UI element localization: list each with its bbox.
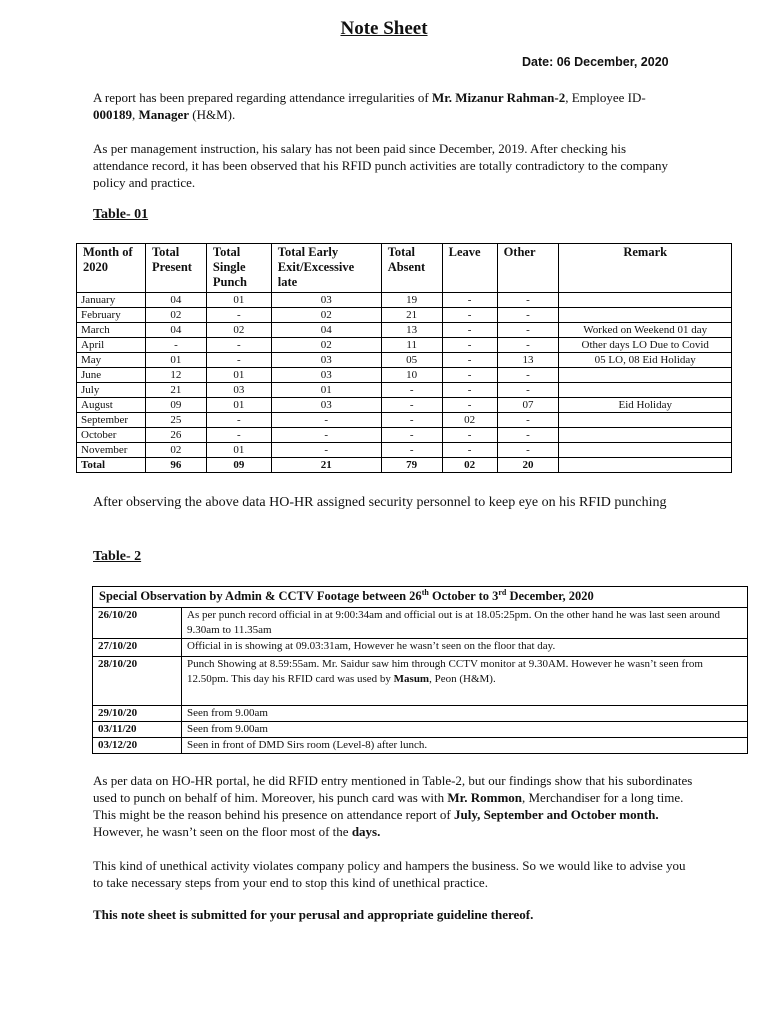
value-cell: - bbox=[206, 428, 271, 443]
value-cell: 12 bbox=[145, 368, 206, 383]
month-cell: July bbox=[77, 383, 146, 398]
table-row bbox=[77, 368, 732, 383]
value-cell: 01 bbox=[145, 353, 206, 368]
value-cell: 01 bbox=[206, 398, 271, 413]
value-cell: - bbox=[442, 398, 497, 413]
month-cell: Total bbox=[77, 458, 146, 473]
value-cell: 07 bbox=[497, 398, 559, 413]
remark-cell: Other days LO Due to Covid bbox=[559, 338, 732, 353]
value-cell: - bbox=[497, 308, 559, 323]
month-cell: January bbox=[77, 293, 146, 308]
value-cell: 25 bbox=[145, 413, 206, 428]
table-row bbox=[93, 706, 748, 722]
value-cell: - bbox=[497, 428, 559, 443]
value-cell: - bbox=[442, 323, 497, 338]
value-cell: - bbox=[497, 368, 559, 383]
value-cell: 05 bbox=[381, 353, 442, 368]
value-cell: 04 bbox=[271, 323, 381, 338]
remark-cell bbox=[559, 428, 732, 443]
value-cell: 02 bbox=[145, 443, 206, 458]
table2-label: Table- 2 bbox=[93, 549, 142, 564]
value-cell: - bbox=[145, 338, 206, 353]
value-cell: 02 bbox=[271, 338, 381, 353]
value-cell: 09 bbox=[206, 458, 271, 473]
value-cell: 20 bbox=[497, 458, 559, 473]
remark-cell bbox=[559, 293, 732, 308]
total-row bbox=[77, 458, 732, 473]
value-cell: 79 bbox=[381, 458, 442, 473]
value-cell: - bbox=[381, 443, 442, 458]
submission-note: This note sheet is submitted for your perusal and appropriate guideline thereof. bbox=[93, 907, 534, 922]
value-cell: 03 bbox=[271, 368, 381, 383]
value-cell: 96 bbox=[145, 458, 206, 473]
holder-name: Mr. Rommon bbox=[447, 790, 522, 805]
month-cell: October bbox=[77, 428, 146, 443]
header-absent: Total Absent bbox=[381, 244, 442, 293]
employee-role: Manager bbox=[138, 107, 190, 122]
table-row bbox=[93, 722, 748, 738]
value-cell: 02 bbox=[206, 323, 271, 338]
value-cell: - bbox=[442, 293, 497, 308]
value-cell: - bbox=[206, 338, 271, 353]
value-cell: - bbox=[271, 428, 381, 443]
value-cell: 19 bbox=[381, 293, 442, 308]
remark-cell: Worked on Weekend 01 day bbox=[559, 323, 732, 338]
month-cell: March bbox=[77, 323, 146, 338]
value-cell: - bbox=[442, 368, 497, 383]
table-row bbox=[77, 353, 732, 368]
month-cell: February bbox=[77, 308, 146, 323]
table-row bbox=[77, 413, 732, 428]
observation-date: 26/10/20 bbox=[93, 608, 182, 639]
employee-name: Mr. Mizanur Rahman-2 bbox=[431, 90, 566, 105]
value-cell: 04 bbox=[145, 293, 206, 308]
remark-cell bbox=[559, 383, 732, 398]
observation-date: 03/11/20 bbox=[93, 722, 182, 738]
remark-cell bbox=[559, 443, 732, 458]
value-cell: - bbox=[442, 428, 497, 443]
value-cell: - bbox=[497, 293, 559, 308]
table-row bbox=[93, 639, 748, 657]
value-cell: 01 bbox=[206, 368, 271, 383]
remark-cell bbox=[559, 308, 732, 323]
value-cell: 21 bbox=[145, 383, 206, 398]
table-row bbox=[77, 338, 732, 353]
value-cell: 04 bbox=[145, 323, 206, 338]
header-leave: Leave bbox=[442, 244, 497, 293]
table1-label: Table- 01 bbox=[93, 207, 149, 222]
value-cell: - bbox=[206, 308, 271, 323]
observation-text: Punch Showing at 8.59:55am. Mr. Saidur saw him through CCTV monitor at 9.30AM. However he wasn’t seen from 12.50pm. This day his RFID card was used by Masum, Peon (H&M). bbox=[182, 657, 748, 706]
value-cell: 02 bbox=[442, 413, 497, 428]
value-cell: - bbox=[442, 353, 497, 368]
observation-date: 03/12/20 bbox=[93, 738, 182, 754]
table1-header-row bbox=[77, 244, 732, 293]
table2-heading: Special Observation by Admin & CCTV Footage between 26th October to 3rd December, 2020 bbox=[93, 587, 748, 608]
value-cell: - bbox=[206, 353, 271, 368]
value-cell: - bbox=[442, 443, 497, 458]
month-cell: August bbox=[77, 398, 146, 413]
value-cell: 03 bbox=[271, 353, 381, 368]
month-cell: June bbox=[77, 368, 146, 383]
observation-text: Seen from 9.00am bbox=[182, 706, 748, 722]
observation-table bbox=[92, 586, 748, 754]
remark-cell bbox=[559, 413, 732, 428]
value-cell: 01 bbox=[271, 383, 381, 398]
value-cell: - bbox=[381, 383, 442, 398]
value-cell: - bbox=[497, 338, 559, 353]
employee-id: 000189 bbox=[93, 107, 132, 122]
findings-paragraph: As per data on HO-HR portal, he did RFID entry mentioned in Table-2, but our findings show that his subordinates used to punch on behalf of him. Moreover, his punch card was with Mr. Rommon, Merchandiser for a long time. This might be the reason behind his presence on attendance report of July, September and October month. However, he wasn’t seen on the floor most of the days. bbox=[93, 773, 693, 839]
intro-paragraph: A report has been prepared regarding attendance irregularities of Mr. Mizanur Rahman-2, Employee ID- 000189, Manager (H&M). bbox=[93, 90, 646, 122]
table-row bbox=[77, 398, 732, 413]
header-early-exit: Total Early Exit/Excessive late bbox=[271, 244, 381, 293]
advice-paragraph: This kind of unethical activity violates company policy and hampers the business. So we would like to advise you to take necessary steps from your end to stop this kind of unethical practice. bbox=[93, 858, 686, 890]
observation-date: 28/10/20 bbox=[93, 657, 182, 706]
attendance-table bbox=[76, 243, 732, 473]
table2-header-row bbox=[93, 587, 748, 608]
months-highlight: July, September and October month. bbox=[454, 807, 659, 822]
table-row bbox=[77, 308, 732, 323]
value-cell: 02 bbox=[145, 308, 206, 323]
table-row bbox=[77, 383, 732, 398]
value-cell: - bbox=[497, 323, 559, 338]
value-cell: 03 bbox=[271, 293, 381, 308]
value-cell: 02 bbox=[442, 458, 497, 473]
value-cell: - bbox=[497, 443, 559, 458]
value-cell: - bbox=[271, 443, 381, 458]
header-remark: Remark bbox=[559, 244, 732, 293]
header-month: Month of 2020 bbox=[77, 244, 146, 293]
observation-text: Official in is showing at 09.03:31am, However he wasn’t seen on the floor that day. bbox=[182, 639, 748, 657]
value-cell: 13 bbox=[497, 353, 559, 368]
value-cell: 13 bbox=[381, 323, 442, 338]
value-cell: - bbox=[497, 383, 559, 398]
value-cell: 26 bbox=[145, 428, 206, 443]
value-cell: 03 bbox=[271, 398, 381, 413]
observation-paragraph: After observing the above data HO-HR assigned security personnel to keep eye on his RFID punching bbox=[93, 495, 667, 510]
page-title: Note Sheet bbox=[340, 18, 428, 39]
header-other: Other bbox=[497, 244, 559, 293]
value-cell: - bbox=[381, 398, 442, 413]
table-row bbox=[77, 428, 732, 443]
document-date: Date: 06 December, 2020 bbox=[522, 55, 669, 69]
value-cell: 03 bbox=[206, 383, 271, 398]
observation-text: Seen from 9.00am bbox=[182, 722, 748, 738]
value-cell: - bbox=[206, 413, 271, 428]
value-cell: - bbox=[381, 413, 442, 428]
value-cell: - bbox=[442, 338, 497, 353]
value-cell: 10 bbox=[381, 368, 442, 383]
table-row bbox=[77, 293, 732, 308]
month-cell: November bbox=[77, 443, 146, 458]
table-row bbox=[93, 657, 748, 706]
value-cell: - bbox=[271, 413, 381, 428]
remark-cell bbox=[559, 458, 732, 473]
table-row bbox=[93, 608, 748, 639]
observation-date: 29/10/20 bbox=[93, 706, 182, 722]
value-cell: 09 bbox=[145, 398, 206, 413]
value-cell: 02 bbox=[271, 308, 381, 323]
value-cell: - bbox=[442, 308, 497, 323]
observation-date: 27/10/20 bbox=[93, 639, 182, 657]
table-row bbox=[77, 323, 732, 338]
header-present: Total Present bbox=[145, 244, 206, 293]
observation-text: As per punch record official in at 9:00:34am and official out is at 18.05:25pm. On the other hand he was last seen around 9.30am to 11.35am bbox=[182, 608, 748, 639]
month-cell: April bbox=[77, 338, 146, 353]
table-row bbox=[77, 443, 732, 458]
header-single-punch: Total Single Punch bbox=[206, 244, 271, 293]
month-cell: September bbox=[77, 413, 146, 428]
month-cell: May bbox=[77, 353, 146, 368]
value-cell: 11 bbox=[381, 338, 442, 353]
remark-cell: Eid Holiday bbox=[559, 398, 732, 413]
observation-text: Seen in front of DMD Sirs room (Level-8) after lunch. bbox=[182, 738, 748, 754]
value-cell: - bbox=[381, 428, 442, 443]
value-cell: - bbox=[442, 383, 497, 398]
value-cell: 21 bbox=[271, 458, 381, 473]
value-cell: - bbox=[497, 413, 559, 428]
value-cell: 01 bbox=[206, 293, 271, 308]
remark-cell: 05 LO, 08 Eid Holiday bbox=[559, 353, 732, 368]
salary-paragraph: As per management instruction, his salary has not been paid since December, 2019. After checking his attendance record, it has been observed that his RFID punch activities are totally contradictory to the company policy and practice. bbox=[93, 141, 669, 190]
value-cell: 01 bbox=[206, 443, 271, 458]
remark-cell bbox=[559, 368, 732, 383]
value-cell: 21 bbox=[381, 308, 442, 323]
table-row bbox=[93, 738, 748, 754]
